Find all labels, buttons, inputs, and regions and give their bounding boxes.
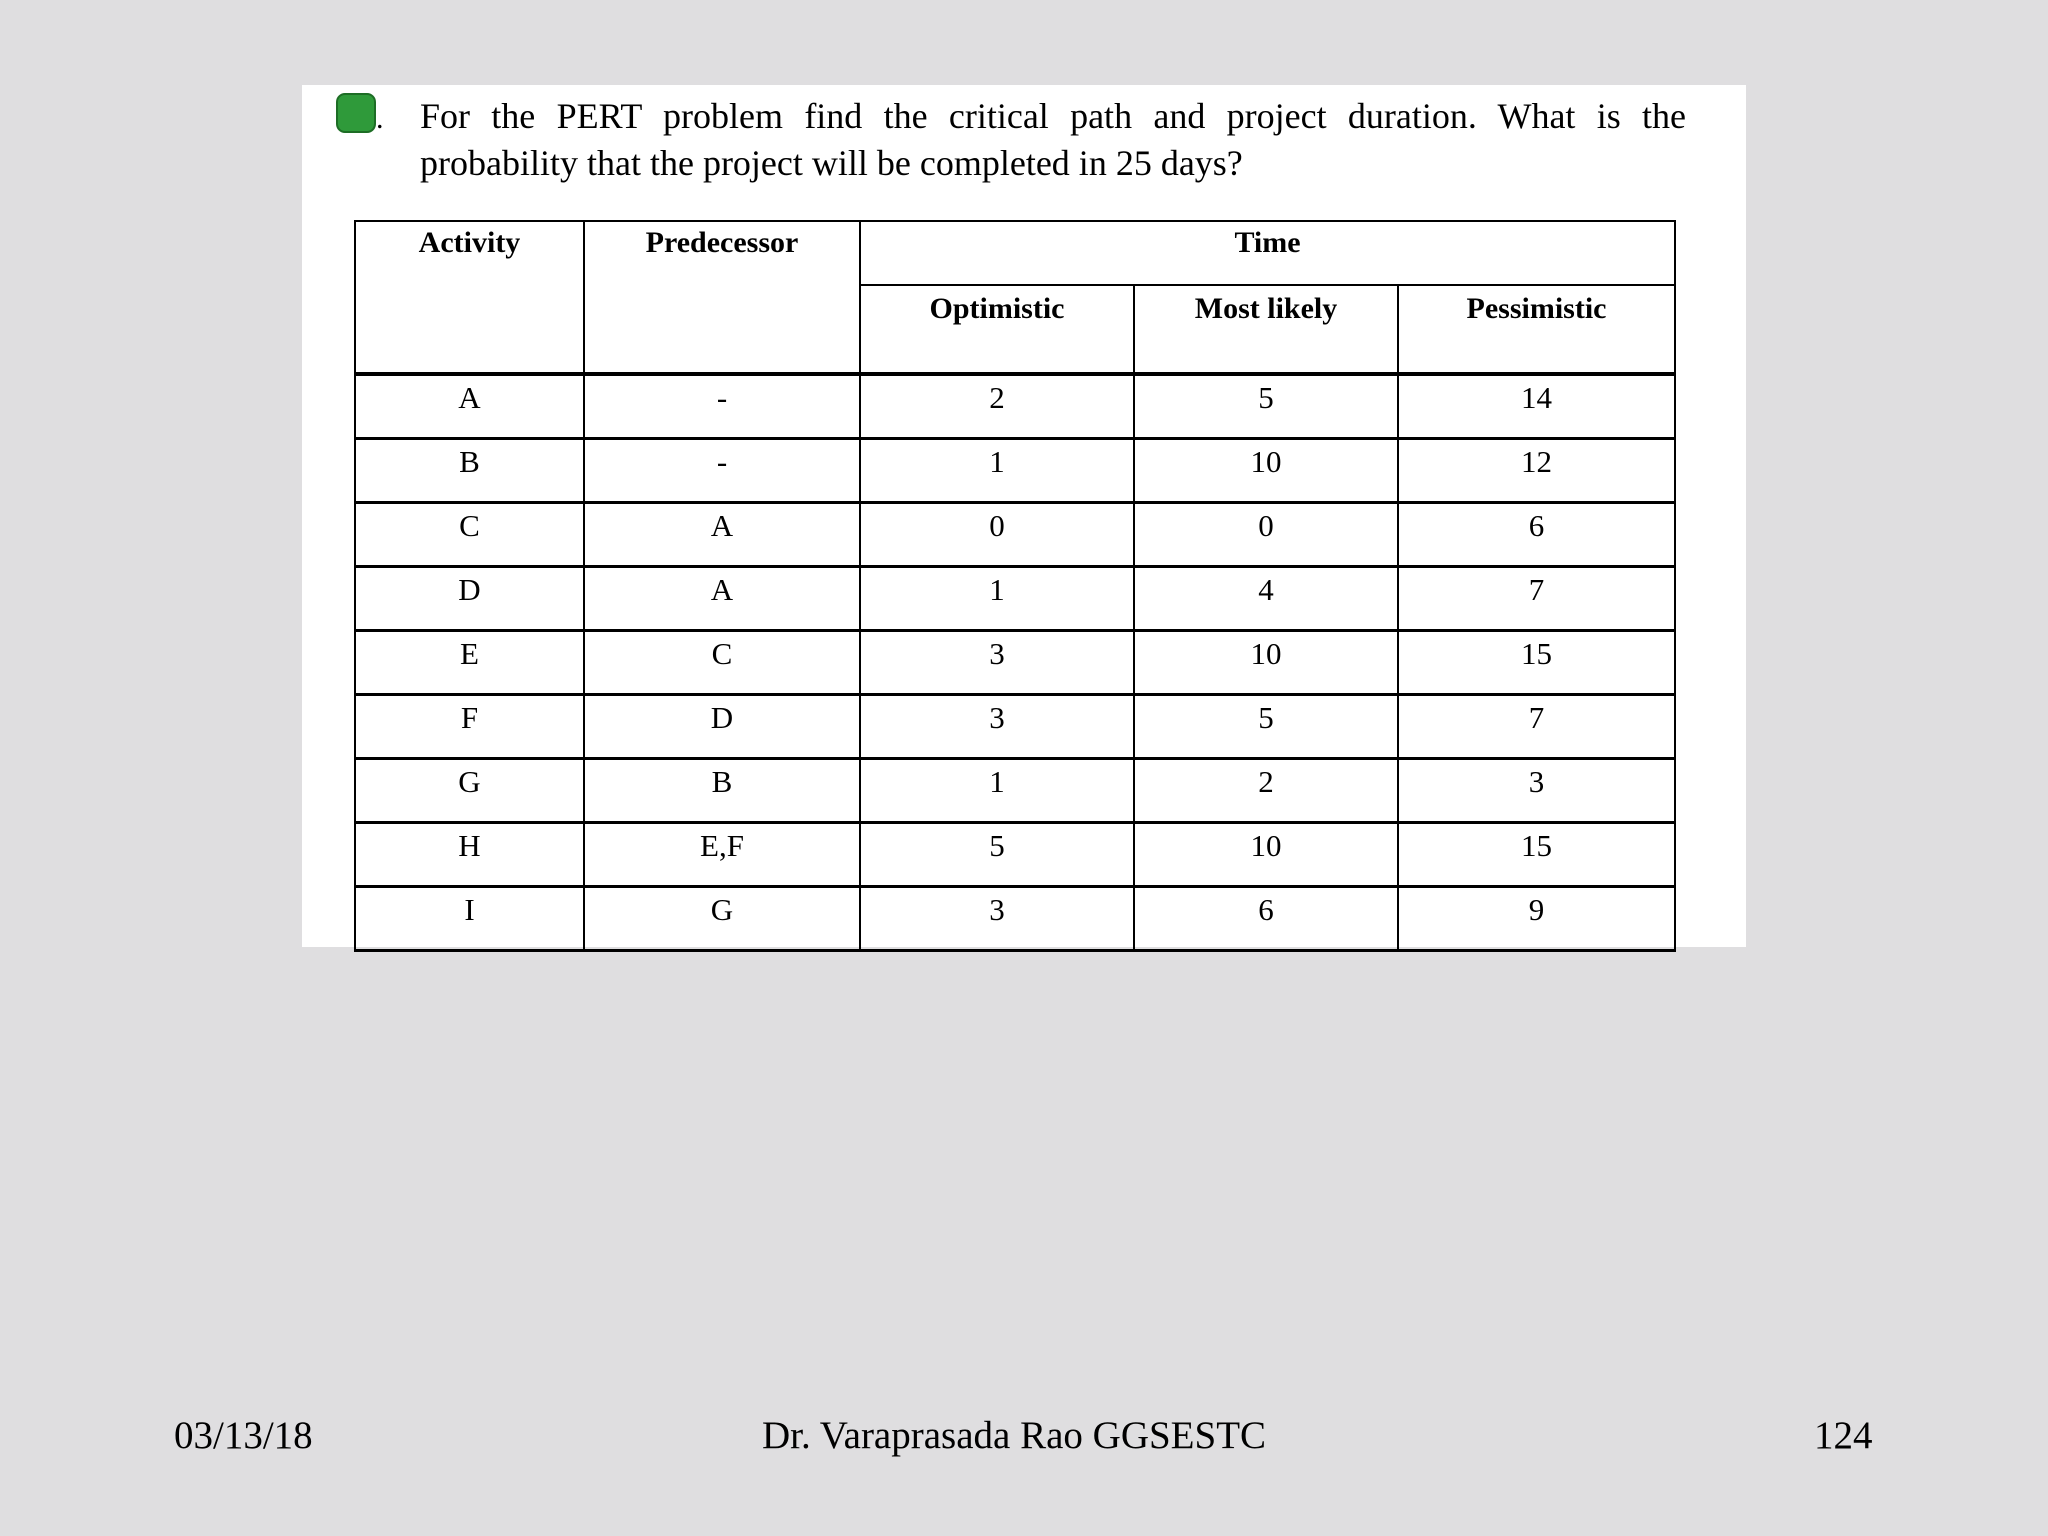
table-row	[355, 823, 1675, 887]
cell-most-likely: 6	[1134, 887, 1398, 951]
cell-activity: H	[355, 823, 584, 887]
footer-date: 03/13/18	[174, 1414, 313, 1457]
cell-optimistic: 1	[860, 439, 1134, 503]
cell-optimistic: 3	[860, 695, 1134, 759]
header-row-top	[355, 221, 1675, 285]
cell-optimistic: 2	[860, 374, 1134, 439]
cell-predecessor: A	[584, 567, 860, 631]
cell-most-likely: 10	[1134, 631, 1398, 695]
cell-activity: B	[355, 439, 584, 503]
green-bullet-icon	[336, 93, 376, 133]
cell-most-likely: 4	[1134, 567, 1398, 631]
pert-table	[354, 220, 1676, 952]
cell-optimistic: 5	[860, 823, 1134, 887]
cell-predecessor: C	[584, 631, 860, 695]
cell-pessimistic: 9	[1398, 887, 1675, 951]
cell-most-likely: 10	[1134, 823, 1398, 887]
header-time: Time	[860, 221, 1675, 285]
table-row	[355, 439, 1675, 503]
cell-pessimistic: 7	[1398, 567, 1675, 631]
cell-predecessor: A	[584, 503, 860, 567]
cell-activity: E	[355, 631, 584, 695]
cell-most-likely: 2	[1134, 759, 1398, 823]
header-most-likely: Most likely	[1134, 285, 1398, 374]
table-row	[355, 631, 1675, 695]
cell-most-likely: 5	[1134, 695, 1398, 759]
question-text: For the PERT problem find the critical path and project duration. What is the probability that the project will be completed in 25 days?	[420, 96, 1686, 183]
cell-activity: F	[355, 695, 584, 759]
cell-pessimistic: 6	[1398, 503, 1675, 567]
cell-optimistic: 3	[860, 631, 1134, 695]
footer-page-number: 124	[1814, 1414, 1873, 1457]
bullet-suffix: .	[376, 102, 384, 135]
cell-pessimistic: 14	[1398, 374, 1675, 439]
cell-pessimistic: 3	[1398, 759, 1675, 823]
header-optimistic: Optimistic	[860, 285, 1134, 374]
cell-predecessor: -	[584, 439, 860, 503]
cell-pessimistic: 7	[1398, 695, 1675, 759]
cell-activity: I	[355, 887, 584, 951]
table-row	[355, 759, 1675, 823]
table-row	[355, 887, 1675, 951]
cell-optimistic: 3	[860, 887, 1134, 951]
table-row	[355, 567, 1675, 631]
cell-activity: D	[355, 567, 584, 631]
table-row	[355, 503, 1675, 567]
cell-optimistic: 1	[860, 567, 1134, 631]
cell-pessimistic: 15	[1398, 823, 1675, 887]
cell-predecessor: E,F	[584, 823, 860, 887]
header-activity: Activity	[355, 221, 584, 374]
cell-most-likely: 0	[1134, 503, 1398, 567]
header-predecessor: Predecessor	[584, 221, 860, 374]
cell-activity: G	[355, 759, 584, 823]
cell-pessimistic: 12	[1398, 439, 1675, 503]
cell-most-likely: 5	[1134, 374, 1398, 439]
table-row	[355, 374, 1675, 439]
cell-optimistic: 0	[860, 503, 1134, 567]
cell-activity: C	[355, 503, 584, 567]
cell-optimistic: 1	[860, 759, 1134, 823]
cell-pessimistic: 15	[1398, 631, 1675, 695]
cell-most-likely: 10	[1134, 439, 1398, 503]
cell-activity: A	[355, 374, 584, 439]
cell-predecessor: D	[584, 695, 860, 759]
cell-predecessor: -	[584, 374, 860, 439]
header-pessimistic: Pessimistic	[1398, 285, 1675, 374]
footer-author: Dr. Varaprasada Rao GGSESTC	[762, 1414, 1267, 1457]
table-row	[355, 695, 1675, 759]
cell-predecessor: B	[584, 759, 860, 823]
table-body	[355, 374, 1675, 951]
cell-predecessor: G	[584, 887, 860, 951]
